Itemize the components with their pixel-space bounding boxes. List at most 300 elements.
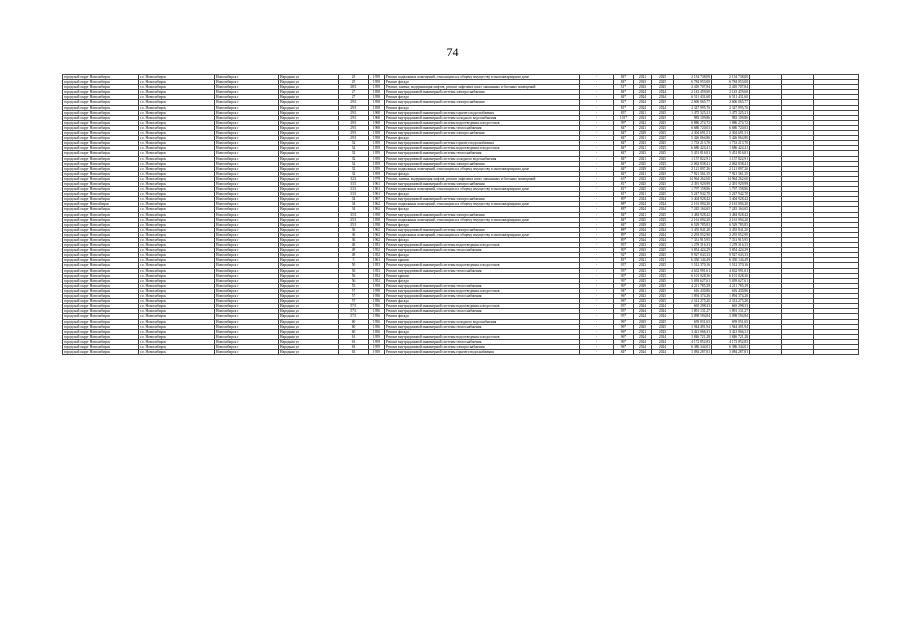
house-number-cell: 57/1 [339, 314, 369, 319]
fund-cost-cell: 659 051,65 [712, 319, 750, 324]
fund-cost-cell: 2 347 995,76 [712, 105, 750, 110]
work-type-cell: Ремонт крыши [385, 258, 580, 263]
start-year-cell: 2025 [634, 181, 652, 186]
street-cell: Народная ул [279, 299, 339, 304]
house-number-cell: 56 [339, 278, 369, 283]
city-cell: Новосибирск г [215, 309, 279, 314]
year-built-cell: 1956 [369, 319, 385, 324]
work-type-cell: Ремонт, замена, модернизация лифтов, ремонт лифтовых шахт, машинных и блочных помещений [385, 85, 580, 90]
total-cost-cell: 1 894 374,26 [674, 294, 712, 299]
street-cell: Народная ул [279, 319, 339, 324]
total-cost-cell: 2 410 707,84 [674, 85, 712, 90]
municipality-cell: г.о. Новосибирск [139, 192, 215, 197]
end-year-cell: 2025 [652, 171, 674, 176]
city-cell: Новосибирск г [215, 314, 279, 319]
municipality-cell: г.о. Новосибирск [139, 197, 215, 202]
house-number-cell: 5 [339, 258, 369, 263]
total-cost-cell: 3 098 594,84 [674, 314, 712, 319]
year-built-cell: 1953 [369, 268, 385, 273]
total-cost-cell: 4 632 991,61 [674, 268, 712, 273]
start-year-cell: 2021 [634, 146, 652, 151]
work-type-cell: Ремонт фасада [385, 238, 580, 243]
work-type-cell: Ремонт подвальных помещений, относящихся к общему имуществу в многоквартирном доме [385, 202, 580, 207]
dash-cell: - [580, 95, 614, 100]
wear-percent-cell: 89* [614, 197, 634, 202]
district-cell: городской округ Новосибирск [63, 222, 139, 227]
fund-cost-cell: 2 062 838,41 [712, 161, 750, 166]
work-type-cell: Ремонт внутридомовой инженерной системы электроснабжения [385, 181, 580, 186]
house-number-cell: 57/1 [339, 304, 369, 309]
total-cost-cell: 3 404 928,42 [674, 197, 712, 202]
dash-cell: - [580, 80, 614, 85]
total-cost-cell: 3 455 841,20 [674, 227, 712, 232]
start-year-cell: 2024 [634, 95, 652, 100]
city-cell: Новосибирск г [215, 125, 279, 130]
wear-percent-cell: 84* [614, 171, 634, 176]
wear-percent-cell: 84* [614, 350, 634, 355]
wear-percent-cell: 81* [614, 181, 634, 186]
year-built-cell: 1959 [369, 141, 385, 146]
municipality-cell: г.о. Новосибирск [139, 176, 215, 181]
district-cell: городской округ Новосибирск [63, 131, 139, 136]
work-type-cell: Ремонт внутридомовой инженерной системы электроснабжения [385, 161, 580, 166]
end-year-cell: 2025 [652, 80, 674, 85]
city-cell: Новосибирск г [215, 243, 279, 248]
start-year-cell: 2021 [634, 75, 652, 80]
wear-percent-cell: 95* [614, 309, 634, 314]
wear-percent-cell: 96* [614, 299, 634, 304]
municipality-cell: г.о. Новосибирск [139, 299, 215, 304]
start-year-cell: 2024 [634, 90, 652, 95]
wear-percent-cell: 94* [614, 288, 634, 293]
city-cell: Новосибирск г [215, 232, 279, 237]
fund-cost-cell: 2 161 094,20 [712, 217, 750, 222]
start-year-cell: 2024 [634, 334, 652, 339]
year-built-cell: 1958 [369, 90, 385, 95]
total-cost-cell: 2 606 065,77 [674, 100, 712, 105]
dash-cell: - [580, 268, 614, 273]
end-year-cell: 2025 [652, 146, 674, 151]
fund-cost-cell: 5 039 627,61 [712, 278, 750, 283]
city-cell: Новосибирск г [215, 217, 279, 222]
house-number-cell: 63 [339, 344, 369, 349]
start-year-cell: 2025 [634, 187, 652, 192]
total-cost-cell: 2 161 094,20 [674, 217, 712, 222]
house-number-cell: 32 [339, 141, 369, 146]
city-cell: Новосибирск г [215, 304, 279, 309]
total-cost-cell: 9 927 043,33 [674, 253, 712, 258]
city-cell: Новосибирск г [215, 273, 279, 278]
municipality-cell: г.о. Новосибирск [139, 324, 215, 329]
year-built-cell: 1961 [369, 258, 385, 263]
end-year-cell: 2025 [652, 222, 674, 227]
dash-cell: - [580, 258, 614, 263]
fund-cost-cell: 983 109,86 [712, 115, 750, 120]
dash-cell: - [580, 227, 614, 232]
total-cost-cell: 1 846 721,28 [674, 334, 712, 339]
house-number-cell: 63 [339, 339, 369, 344]
work-type-cell: Ремонт внутридомовой инженерной системы теплоснабжения [385, 324, 580, 329]
fund-cost-cell: 6 511 431,60 [712, 95, 750, 100]
wear-percent-cell: 84* [614, 212, 634, 217]
end-year-cell: 2025 [652, 294, 674, 299]
end-year-cell: 2025 [652, 125, 674, 130]
total-cost-cell: 2 391 929,99 [674, 181, 712, 186]
dash-cell: - [580, 309, 614, 314]
total-cost-cell: 983 109,86 [674, 115, 712, 120]
end-year-cell: 2025 [652, 181, 674, 186]
start-year-cell: 2023 [634, 85, 652, 90]
district-cell: городской округ Новосибирск [63, 136, 139, 141]
end-year-cell: 2024 [652, 197, 674, 202]
fund-cost-cell: 4 632 991,61 [712, 268, 750, 273]
fund-cost-cell: 6 350 144,49 [712, 258, 750, 263]
total-cost-cell: 659 051,65 [674, 319, 712, 324]
year-built-cell: 1956 [369, 309, 385, 314]
work-type-cell: Ремонт внутридомовой инженерной системы водоотведения и водостоков [385, 263, 580, 268]
district-cell: городской округ Новосибирск [63, 146, 139, 151]
work-type-cell: Ремонт внутридомовой инженерной системы электроснабжения [385, 227, 580, 232]
wear-percent-cell: 96* [614, 339, 634, 344]
fund-cost-cell: 1 886 274,72 [712, 120, 750, 125]
city-cell: Новосибирск г [215, 238, 279, 243]
street-cell: Народная ул [279, 120, 339, 125]
dash-cell: - [580, 253, 614, 258]
start-year-cell: 2021 [634, 192, 652, 197]
street-cell: Народная ул [279, 181, 339, 186]
street-cell: Народная ул [279, 248, 339, 253]
start-year-cell: 2021 [634, 156, 652, 161]
end-year-cell: 2025 [652, 131, 674, 136]
house-number-cell: 25 [339, 75, 369, 80]
house-number-cell: 65 [339, 350, 369, 355]
wear-percent-cell: 81* [614, 105, 634, 110]
dash-cell: - [580, 263, 614, 268]
total-cost-cell: 14 964 262,60 [674, 176, 712, 181]
work-type-cell: Ремонт подвальных помещений, относящихся к общему имуществу в многоквартирном доме [385, 217, 580, 222]
start-year-cell: 2029 [634, 131, 652, 136]
wear-percent-cell: 84* [614, 222, 634, 227]
year-built-cell: 1967 [369, 197, 385, 202]
dash-cell: - [580, 161, 614, 166]
municipality-cell: г.о. Новосибирск [139, 136, 215, 141]
municipality-cell: г.о. Новосибирск [139, 90, 215, 95]
start-year-cell: 2021 [634, 212, 652, 217]
fund-cost-cell: 6 386 344,01 [712, 344, 750, 349]
end-year-cell: 2024 [652, 90, 674, 95]
wear-percent-cell: 88* [614, 207, 634, 212]
district-cell: городской округ Новосибирск [63, 350, 139, 355]
municipality-cell: г.о. Новосибирск [139, 350, 215, 355]
fund-cost-cell: 9 927 043,33 [712, 253, 750, 258]
start-year-cell: 2025 [634, 324, 652, 329]
year-built-cell: 1952 [369, 278, 385, 283]
city-cell: Новосибирск г [215, 344, 279, 349]
dash-cell: - [580, 350, 614, 355]
house-number-cell: 35/1 [339, 222, 369, 227]
dash-cell: - [580, 131, 614, 136]
total-cost-cell: 6 511 431,60 [674, 95, 712, 100]
wear-percent-cell: 93* [614, 278, 634, 283]
city-cell: Новосибирск г [215, 212, 279, 217]
district-cell: городской округ Новосибирск [63, 217, 139, 222]
work-type-cell: Ремонт, замена, модернизация лифтов, ремонт лифтовых шахт, машинных и блочных помещений [385, 176, 580, 181]
street-cell: Народная ул [279, 227, 339, 232]
fund-cost-cell: 4 211 785,39 [712, 283, 750, 288]
house-number-cell: 49 [339, 253, 369, 258]
wear-percent-cell: 81* [614, 258, 634, 263]
year-built-cell: 1959 [369, 146, 385, 151]
dash-cell: - [580, 212, 614, 217]
district-cell: городской округ Новосибирск [63, 156, 139, 161]
fund-cost-cell: 2 391 929,99 [712, 181, 750, 186]
total-cost-cell: 1 944 491,94 [674, 324, 712, 329]
year-built-cell: 1959 [369, 339, 385, 344]
city-cell: Новосибирск г [215, 171, 279, 176]
year-built-cell: 1959 [369, 85, 385, 90]
house-number-cell: 49 [339, 248, 369, 253]
street-cell: Народная ул [279, 75, 339, 80]
dash-cell: - [580, 344, 614, 349]
district-cell: городской округ Новосибирск [63, 176, 139, 181]
dash-cell: - [580, 85, 614, 90]
district-cell: городской округ Новосибирск [63, 263, 139, 268]
house-number-cell: 56 [339, 268, 369, 273]
work-type-cell: Ремонт внутридомовой инженерной системы электроснабжения [385, 344, 580, 349]
district-cell: городской округ Новосибирск [63, 227, 139, 232]
district-cell: городской округ Новосибирск [63, 248, 139, 253]
work-type-cell: Ремонт внутридомовой инженерной системы водоотведения и водостоков [385, 288, 580, 293]
district-cell: городской округ Новосибирск [63, 95, 139, 100]
total-cost-cell: 3 421 066,31 [674, 329, 712, 334]
work-type-cell: Ремонт внутридомовой инженерной системы теплоснабжения [385, 283, 580, 288]
house-number-cell: 33/1 [339, 181, 369, 186]
wear-percent-cell: 84* [614, 131, 634, 136]
dash-cell: - [580, 324, 614, 329]
dash-cell: - [580, 294, 614, 299]
house-number-cell: 55 [339, 283, 369, 288]
end-year-cell: 2025 [652, 319, 674, 324]
year-built-cell: 1959 [369, 166, 385, 171]
dash-cell: - [580, 197, 614, 202]
year-built-cell: 1959 [369, 334, 385, 339]
wear-percent-cell: 96* [614, 319, 634, 324]
street-cell: Народная ул [279, 90, 339, 95]
year-built-cell: 1959 [369, 151, 385, 156]
municipality-cell: г.о. Новосибирск [139, 273, 215, 278]
dash-cell: - [580, 304, 614, 309]
city-cell: Новосибирск г [215, 136, 279, 141]
dash-cell: - [580, 100, 614, 105]
municipality-cell: г.о. Новосибирск [139, 120, 215, 125]
municipality-cell: г.о. Новосибирск [139, 166, 215, 171]
end-year-cell: 2024 [652, 350, 674, 355]
total-cost-cell: 616 430,86 [674, 288, 712, 293]
year-built-cell: 1962 [369, 232, 385, 237]
start-year-cell: 2023 [634, 273, 652, 278]
wear-percent-cell: 82* [614, 100, 634, 105]
fund-cost-cell: 3 421 066,31 [712, 329, 750, 334]
work-type-cell: Ремонт внутридомовой инженерной системы горячего водоснабжения [385, 350, 580, 355]
fund-cost-cell: 2 161 094,20 [712, 202, 750, 207]
start-year-cell: 2023 [634, 268, 652, 273]
house-number-cell: 32 [339, 156, 369, 161]
street-cell: Народная ул [279, 100, 339, 105]
street-cell: Народная ул [279, 273, 339, 278]
wear-percent-cell: 84* [614, 80, 634, 85]
year-built-cell: 1956 [369, 314, 385, 319]
district-cell: городской округ Новосибирск [63, 238, 139, 243]
wear-percent-cell: 81* [614, 192, 634, 197]
fund-cost-cell: 14 964 262,60 [712, 176, 750, 181]
fund-cost-cell: 1 475 325,21 [712, 110, 750, 115]
house-number-cell: 60 [339, 324, 369, 329]
house-number-cell: 36 [339, 238, 369, 243]
work-type-cell: Ремонт фасада [385, 80, 580, 85]
street-cell: Народная ул [279, 217, 339, 222]
start-year-cell: 2024 [634, 344, 652, 349]
city-cell: Новосибирск г [215, 166, 279, 171]
street-cell: Народная ул [279, 115, 339, 120]
fund-cost-cell: 616 430,86 [712, 288, 750, 293]
wear-percent-cell: 84* [614, 95, 634, 100]
city-cell: Новосибирск г [215, 248, 279, 253]
total-cost-cell: 6 386 344,01 [674, 344, 712, 349]
start-year-cell: 2024 [634, 100, 652, 105]
street-cell: Народная ул [279, 161, 339, 166]
work-type-cell: Ремонт внутридомовой инженерной системы водоотведения и водостоков [385, 243, 580, 248]
city-cell: Новосибирск г [215, 131, 279, 136]
street-cell: Народная ул [279, 324, 339, 329]
city-cell: Новосибирск г [215, 95, 279, 100]
wear-percent-cell: 88* [614, 227, 634, 232]
district-cell: городской округ Новосибирск [63, 319, 139, 324]
dash-cell: - [580, 334, 614, 339]
total-cost-cell: 5 247 942,70 [674, 192, 712, 197]
house-number-cell: 48 [339, 243, 369, 248]
end-year-cell: 2024 [652, 95, 674, 100]
work-type-cell: Ремонт внутридомовой инженерной системы теплоснабжения [385, 248, 580, 253]
house-number-cell: 35/1 [339, 217, 369, 222]
start-year-cell: 2023 [634, 263, 652, 268]
street-cell: Народная ул [279, 339, 339, 344]
end-year-cell: 2025 [652, 136, 674, 141]
total-cost-cell: 5 039 627,61 [674, 278, 712, 283]
house-number-cell: 29/1 [339, 131, 369, 136]
work-type-cell: Ремонт внутридомовой инженерной системы водоотведения и водостоков [385, 120, 580, 125]
municipality-cell: г.о. Новосибирск [139, 294, 215, 299]
total-cost-cell: 5 451 816,81 [674, 151, 712, 156]
street-cell: Народная ул [279, 207, 339, 212]
street-cell: Народная ул [279, 253, 339, 258]
wear-percent-cell: 96* [614, 344, 634, 349]
district-cell: городской округ Новосибирск [63, 283, 139, 288]
dash-cell: - [580, 202, 614, 207]
city-cell: Новосибирск г [215, 100, 279, 105]
district-cell: городской округ Новосибирск [63, 75, 139, 80]
total-cost-cell: 4 211 785,39 [674, 283, 712, 288]
district-cell: городской округ Новосибирск [63, 192, 139, 197]
fund-cost-cell: 5 247 942,70 [712, 192, 750, 197]
start-year-cell: 2023 [634, 243, 652, 248]
year-built-cell: 1956 [369, 299, 385, 304]
total-cost-cell: 3 084 287,81 [674, 350, 712, 355]
dash-cell: - [580, 299, 614, 304]
house-number-cell: 29/1 [339, 110, 369, 115]
fund-cost-cell: 7 921 561,35 [712, 171, 750, 176]
district-cell: городской округ Новосибирск [63, 115, 139, 120]
total-cost-cell: 6 886 274,72 [674, 120, 712, 125]
wear-percent-cell: 84* [614, 217, 634, 222]
municipality-cell: г.о. Новосибирск [139, 258, 215, 263]
street-cell: Народная ул [279, 85, 339, 90]
district-cell: городской округ Новосибирск [63, 125, 139, 130]
start-year-cell: 2023 [634, 141, 652, 146]
municipality-cell: г.о. Новосибирск [139, 105, 215, 110]
fund-cost-cell: 7 245 164,65 [712, 207, 750, 212]
fund-cost-cell: 7 331 915,95 [712, 238, 750, 243]
district-cell: городской округ Новосибирск [63, 288, 139, 293]
year-built-cell: 1952 [369, 248, 385, 253]
fund-cost-cell: 1 278 316,33 [712, 243, 750, 248]
municipality-cell: г.о. Новосибирск [139, 344, 215, 349]
work-type-cell: Ремонт внутридомовой инженерной системы холодного водоснабжения [385, 156, 580, 161]
street-cell: Народная ул [279, 329, 339, 334]
wear-percent-cell: 90* [614, 273, 634, 278]
city-cell: Новосибирск г [215, 176, 279, 181]
fund-cost-cell: 4 172 852,83 [712, 339, 750, 344]
house-number-cell: 56 [339, 273, 369, 278]
dash-cell: - [580, 110, 614, 115]
city-cell: Новосибирск г [215, 334, 279, 339]
district-cell: городской округ Новосибирск [63, 268, 139, 273]
year-built-cell: 1958 [369, 288, 385, 293]
fund-cost-cell: 1 512 370,16 [712, 263, 750, 268]
total-cost-cell: 1 797 158,86 [674, 187, 712, 192]
street-cell: Народная ул [279, 176, 339, 181]
house-number-cell: 32 [339, 166, 369, 171]
work-type-cell: Ремонт внутридомовой инженерной системы водоотведения и водостоков [385, 146, 580, 151]
fund-cost-cell: 3 404 928,42 [712, 197, 750, 202]
wear-percent-cell: 93* [614, 304, 634, 309]
district-cell: городской округ Новосибирск [63, 273, 139, 278]
end-year-cell: 2025 [652, 253, 674, 258]
wear-percent-cell: 90* [614, 248, 634, 253]
end-year-cell: 2021 [652, 258, 674, 263]
district-cell: городской округ Новосибирск [63, 344, 139, 349]
street-cell: Народная ул [279, 288, 339, 293]
district-cell: городской округ Новосибирск [63, 304, 139, 309]
year-built-cell: 1961 [369, 187, 385, 192]
work-type-cell: Ремонт фасада [385, 329, 580, 334]
city-cell: Новосибирск г [215, 268, 279, 273]
municipality-cell: г.о. Новосибирск [139, 187, 215, 192]
work-type-cell: Ремонт фасада [385, 299, 580, 304]
dash-cell: - [580, 141, 614, 146]
year-built-cell: 1953 [369, 263, 385, 268]
work-type-cell: Ремонт фасада [385, 192, 580, 197]
dash-cell: - [580, 319, 614, 324]
fund-cost-cell: 2 154 738,00 [712, 75, 750, 80]
work-type-cell: Ремонт фасада [385, 207, 580, 212]
city-cell: Новосибирск г [215, 192, 279, 197]
city-cell: Новосибирск г [215, 202, 279, 207]
district-cell: городской округ Новосибирск [63, 105, 139, 110]
dash-cell: - [580, 146, 614, 151]
street-cell: Народная ул [279, 294, 339, 299]
year-built-cell: 1968 [369, 110, 385, 115]
district-cell: городской округ Новосибирск [63, 85, 139, 90]
